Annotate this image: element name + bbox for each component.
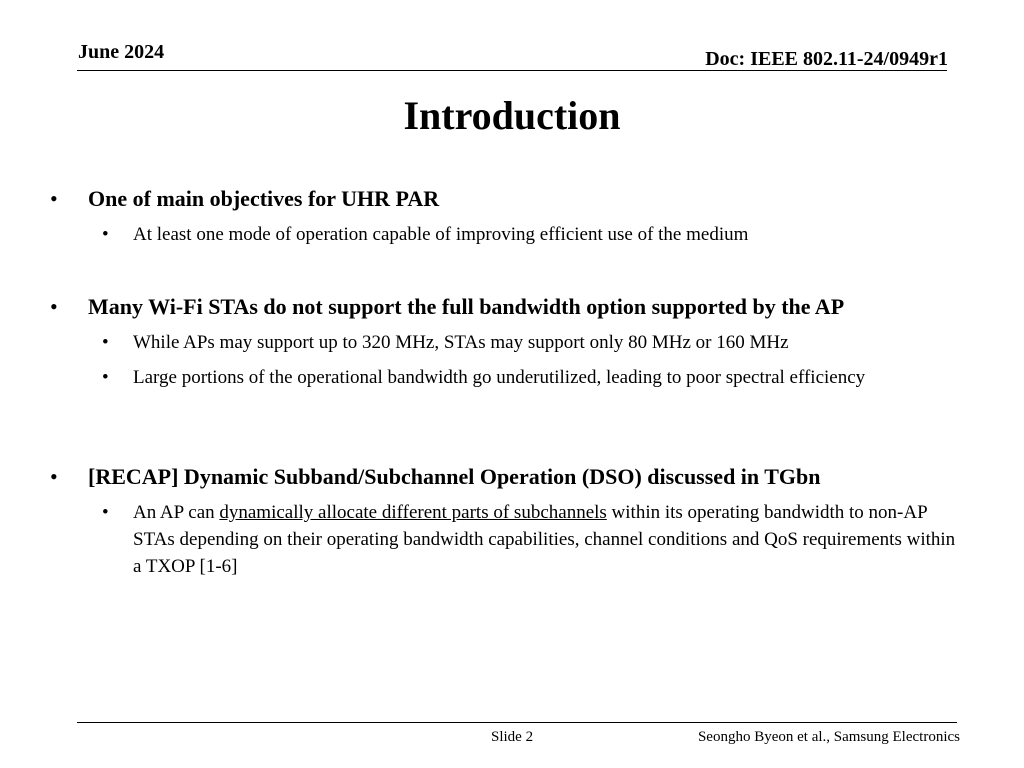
bullet-heading: [RECAP] Dynamic Subband/Subchannel Operation (DSO) discussed in TGbn bbox=[88, 464, 821, 489]
header-date: June 2024 bbox=[78, 41, 165, 63]
sub-bullet-text: At least one mode of operation capable of improving efficient use of the medium bbox=[133, 224, 749, 245]
bullet-objectives-uhr-par bbox=[50, 186, 440, 212]
bullet-heading: One of main objectives for UHR PAR bbox=[88, 186, 440, 211]
sub-bullet-text: While APs may support up to 320 MHz, STAs may support only 80 MHz or 160 MHz bbox=[133, 332, 789, 353]
slide-title: Introduction bbox=[403, 93, 621, 138]
sub-bullet bbox=[102, 329, 963, 356]
footer-author: Seongho Byeon et al., Samsung Electronics bbox=[697, 729, 960, 745]
bullet-icon: • bbox=[50, 294, 58, 319]
bullet-icon: • bbox=[102, 332, 109, 353]
sub-bullet-text: Large portions of the operational bandwidth go underutilized, leading to poor spectral efficiency bbox=[133, 367, 866, 388]
bullet-icon: • bbox=[102, 224, 109, 245]
bullet-icon: • bbox=[102, 502, 109, 523]
footer-slide-number: Slide 2 bbox=[491, 729, 534, 745]
sub-bullet bbox=[102, 499, 963, 580]
sub-bullet bbox=[102, 221, 963, 248]
bullet-heading: Many Wi-Fi STAs do not support the full bandwidth option supported by the AP bbox=[88, 294, 845, 319]
header-divider bbox=[77, 70, 947, 71]
bullet-dso-recap bbox=[50, 464, 821, 490]
bullet-icon: • bbox=[50, 464, 58, 489]
sub-bullet-text-post: within its operating bandwidth to non-AP STAs depending on their operating bandwidth capabilities, channel conditions and QoS requirements within a TXOP [1-6] bbox=[133, 502, 956, 577]
bullet-icon: • bbox=[102, 367, 109, 388]
bullet-icon: • bbox=[50, 186, 58, 211]
header-doc-id: Doc: IEEE 802.11-24/0949r1 bbox=[705, 48, 948, 70]
sub-bullet bbox=[102, 364, 933, 391]
footer-divider bbox=[77, 722, 957, 723]
underlined-phrase: dynamically allocate different parts of subchannels bbox=[219, 502, 607, 523]
sub-bullet-text-pre: An AP can bbox=[133, 502, 220, 523]
bullet-bandwidth-support bbox=[50, 294, 845, 320]
